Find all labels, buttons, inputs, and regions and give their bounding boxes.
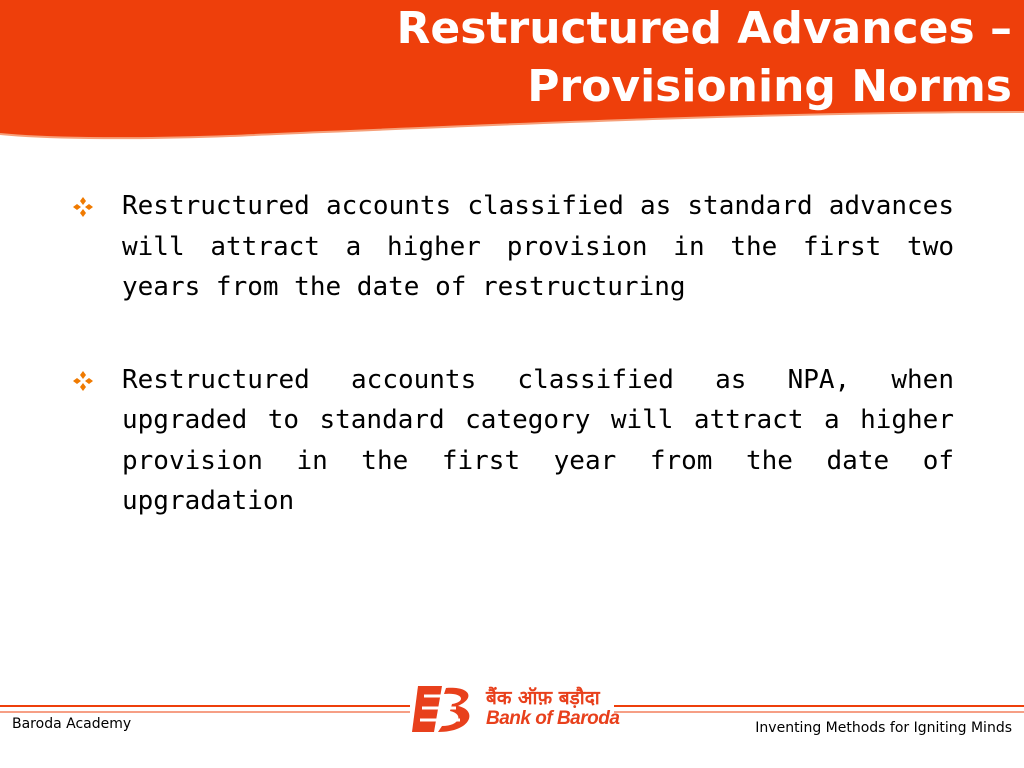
slide-title <box>212 0 1012 116</box>
footer-tagline: Inventing Methods for Igniting Minds <box>755 720 1012 736</box>
bullet-list <box>72 186 954 574</box>
logo-english-text: Bank of Baroda <box>486 708 620 729</box>
bullet-item <box>72 360 954 522</box>
bullet-item <box>72 186 954 308</box>
footer-left-text: Baroda Academy <box>12 716 132 732</box>
bank-of-baroda-logo-icon <box>412 682 478 736</box>
four-diamond-bullet-icon <box>72 186 122 226</box>
bullet-text: Restructured accounts classified as standard advances will attract a higher provision in the first two years from the date of restructuring <box>122 191 954 302</box>
slide-title-line-2: Provisioning Norms <box>527 61 1012 112</box>
slide-title-line-1: Restructured Advances – <box>396 3 1012 54</box>
bank-of-baroda-logo <box>412 680 620 738</box>
four-diamond-bullet-icon <box>72 360 122 400</box>
logo-hindi-text: बैंक ऑफ़ बड़ौदा <box>486 687 600 709</box>
bullet-text: Restructured accounts classified as NPA, when upgraded to standard category will attract a higher provision in the first year from the date of upgradation <box>122 364 954 516</box>
